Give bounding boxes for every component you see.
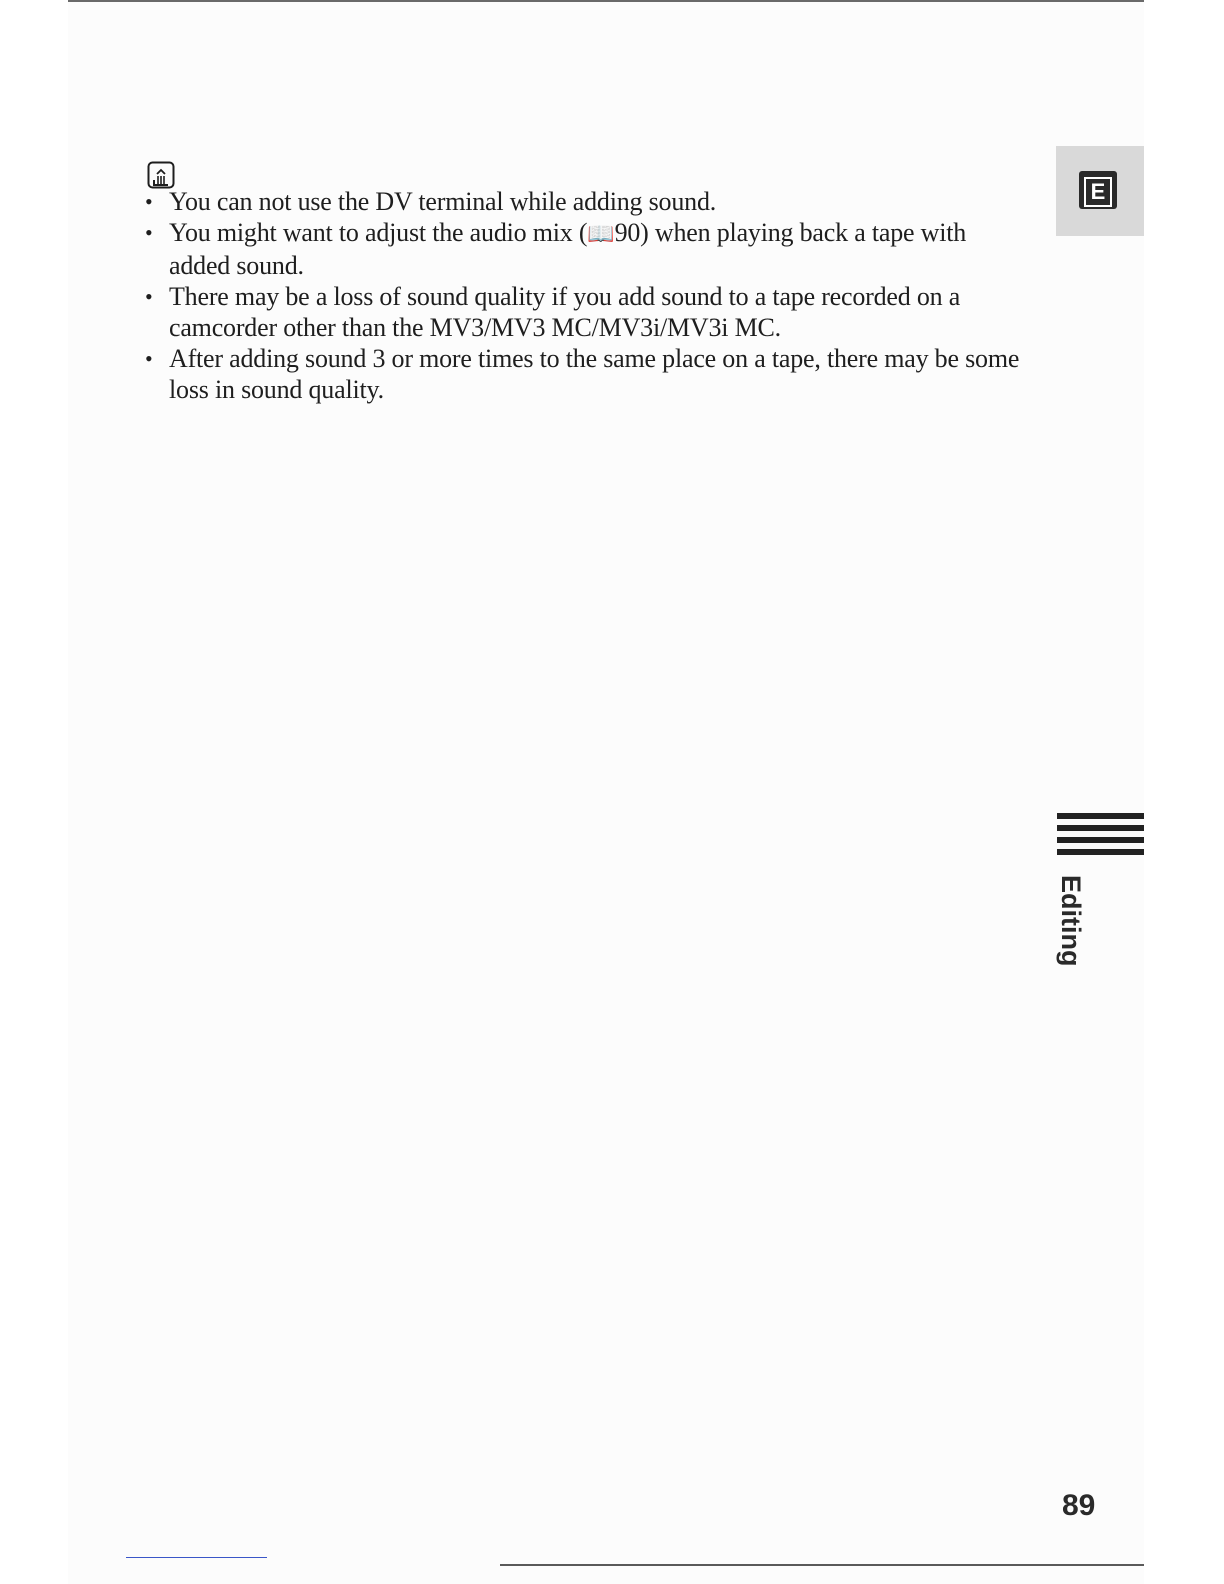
list-item <box>143 186 1033 217</box>
list-item <box>143 217 1033 281</box>
marker-bar <box>1057 825 1144 831</box>
note-text: You might want to adjust the audio mix ( <box>169 218 588 247</box>
language-letter: E <box>1084 177 1113 207</box>
list-item <box>143 343 1033 405</box>
page-reference: 90 <box>614 218 641 247</box>
book-icon: 📖 <box>587 222 615 247</box>
notes-list <box>143 186 1033 405</box>
page-number: 89 <box>1062 1489 1096 1522</box>
top-rule <box>68 0 1144 2</box>
note-text: There may be a loss of sound quality if you add sound to a tape recorded on a camcorder other than the MV3/MV3 MC/MV3i/MV3i MC. <box>169 282 961 342</box>
marker-bar <box>1057 837 1144 843</box>
list-item <box>143 281 1033 343</box>
language-badge <box>1079 171 1117 209</box>
section-marker-bars <box>1057 813 1144 861</box>
bottom-rule <box>500 1564 1144 1566</box>
footer-link-rule <box>126 1557 267 1558</box>
section-label: Editing <box>1056 875 1086 967</box>
memo-icon <box>147 161 175 189</box>
marker-bar <box>1057 813 1144 819</box>
note-text: You can not use the DV terminal while adding sound. <box>169 187 717 216</box>
marker-bar <box>1057 849 1144 855</box>
note-text: After adding sound 3 or more times to the same place on a tape, there may be some loss in sound quality. <box>169 344 1020 404</box>
note-text: ) when playing back a tape with added sound. <box>169 218 967 280</box>
